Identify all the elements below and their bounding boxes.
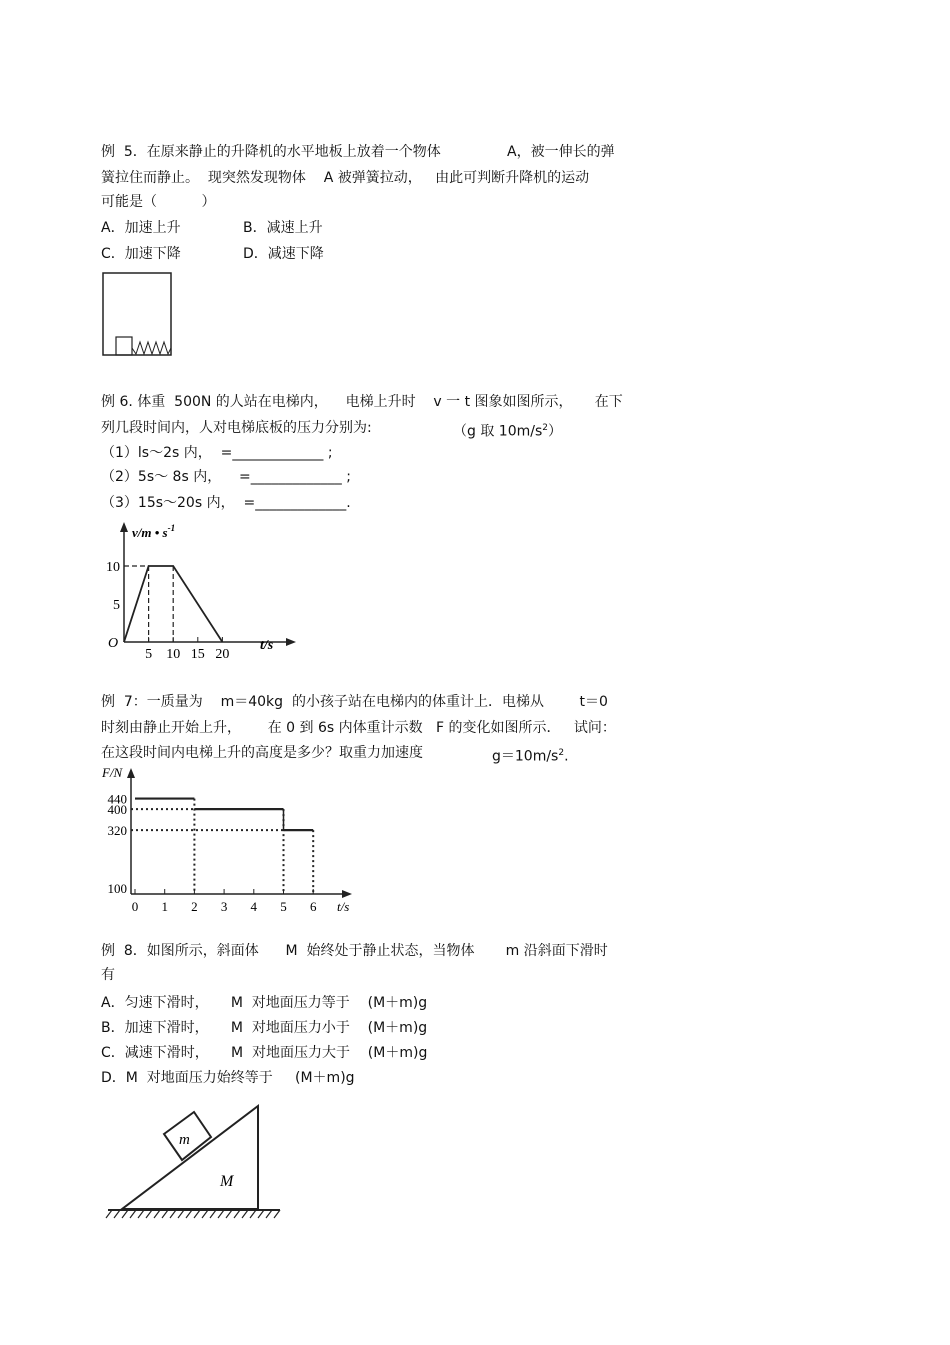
hatch-mark: [130, 1210, 136, 1218]
ground-hatching: [106, 1210, 280, 1218]
block-a: [116, 337, 132, 355]
ex8-option-a: A．匀速下滑时， M 对地面压力等于 (M＋m)g: [101, 995, 428, 1011]
vt-origin: O: [108, 636, 119, 651]
hatch-mark: [274, 1210, 280, 1218]
vt-xtick-label: 5: [145, 647, 153, 662]
ex8-option-b: B．加速下滑时， M 对地面压力小于 (M＋m)g: [101, 1020, 428, 1036]
ex5-line1b: A，被一伸长的弹: [507, 144, 615, 160]
hatch-mark: [146, 1210, 152, 1218]
ex7-line3a: 在这段时间内电梯上升的高度是多少？取重力加速度: [101, 745, 423, 761]
ft-xtick-label: 3: [220, 899, 228, 914]
ex7-line2: 时刻由静止开始上升， 在 0 到 6s 内体重计示数 F 的变化如图所示． 试问：: [101, 720, 616, 736]
vt-graph: [100, 516, 300, 662]
label-m: m: [179, 1132, 190, 1148]
ex6-line2b: （g 取 $10m/s^2$）: [453, 423, 562, 440]
vt-xtick-label: 20: [215, 647, 230, 662]
ex8-option-d: D．M 对地面压力始终等于 (M＋m)g: [101, 1070, 355, 1086]
hatch-mark: [178, 1210, 184, 1218]
hatch-mark: [162, 1210, 168, 1218]
ex5-option-a: A．加速上升: [101, 220, 181, 236]
hatch-mark: [218, 1210, 224, 1218]
ex6-line2a: 列几段时间内，人对电梯底板的压力分别为:: [101, 420, 372, 436]
hatch-mark: [234, 1210, 240, 1218]
ft-ytick-label: 320: [107, 823, 127, 839]
spring: [132, 342, 171, 354]
ex5-line3: 可能是（ ）: [101, 194, 216, 210]
ex6-question-2: （2）5s～ 8s 内， =_____________ ;: [101, 469, 351, 485]
hatch-mark: [226, 1210, 232, 1218]
ex5-option-c: C．加速下降: [101, 246, 181, 262]
ft-ytick-label: 440: [107, 791, 127, 807]
hatch-mark: [242, 1210, 248, 1218]
ex8-option-c: C．减速下滑时， M 对地面压力大于 (M＋m)g: [101, 1045, 428, 1061]
ex5-line1a: 例 5．在原来静止的升降机的水平地板上放着一个物体: [101, 144, 441, 160]
ft-xtick-label: 0: [131, 899, 139, 914]
vt-ytick-label: 5: [113, 598, 120, 613]
ex8-line2: 有: [101, 967, 115, 983]
hatch-mark: [202, 1210, 208, 1218]
ex7-line1: 例 7：一质量为 m＝40kg 的小孩子站在电梯内的体重计上．电梯从 t＝0: [101, 694, 608, 710]
ft-xtick-label: 1: [161, 899, 168, 914]
ex5-line2: 簧拉住而静止。 现突然发现物体 A 被弹簧拉动， 由此可判断升降机的运动: [101, 170, 590, 186]
ex6-question-3: （3）15s～20s 内， =_____________.: [101, 495, 351, 511]
ft-ytick-label: 400: [107, 802, 127, 818]
hatch-mark: [122, 1210, 128, 1218]
elevator-figure: [100, 270, 175, 358]
ex6-question-1: （1）ls～2s 内， =_____________ ;: [101, 445, 333, 461]
ft-xtick-label: 2: [191, 899, 198, 914]
ex5-option-d: D．减速下降: [243, 246, 324, 262]
hatch-mark: [170, 1210, 176, 1218]
vt-xlabel: t/s: [260, 638, 274, 653]
ex6-line1: 例 6. 体重 500N 的人站在电梯内， 电梯上升时 v 一 t 图象如图所示， 在下: [101, 394, 623, 410]
ft-xtick-label: 5: [280, 899, 287, 914]
incline-figure: [100, 1100, 285, 1225]
hatch-mark: [194, 1210, 200, 1218]
ft-xlabel: t/s: [337, 899, 350, 914]
vt-xtick-label: 10: [166, 647, 181, 662]
ft-graph: [100, 764, 360, 914]
vt-xtick-label: 15: [190, 647, 205, 662]
hatch-mark: [106, 1210, 112, 1218]
ft-xtick-label: 4: [250, 899, 258, 914]
ft-xtick-label: 6: [309, 899, 317, 914]
ft-ylabel: F/N: [102, 765, 123, 780]
ex8-line1: 例 8．如图所示，斜面体 M 始终处于静止状态，当物体 m 沿斜面下滑时: [101, 943, 608, 959]
vt-ylabel: v/m • $s^{-1}$: [132, 523, 176, 540]
hatch-mark: [186, 1210, 192, 1218]
hatch-mark: [138, 1210, 144, 1218]
ex5-option-b: B．减速上升: [243, 220, 323, 236]
hatch-mark: [266, 1210, 272, 1218]
hatch-mark: [114, 1210, 120, 1218]
hatch-mark: [154, 1210, 160, 1218]
label-M: M: [220, 1173, 234, 1190]
hatch-mark: [250, 1210, 256, 1218]
elevator-box: [103, 273, 171, 355]
hatch-mark: [210, 1210, 216, 1218]
ft-ytick-label: 100: [107, 881, 127, 896]
hatch-mark: [258, 1210, 264, 1218]
ex7-line3b: $g=10m/s^2$.: [492, 748, 569, 765]
vt-ytick-label: 10: [106, 560, 120, 575]
